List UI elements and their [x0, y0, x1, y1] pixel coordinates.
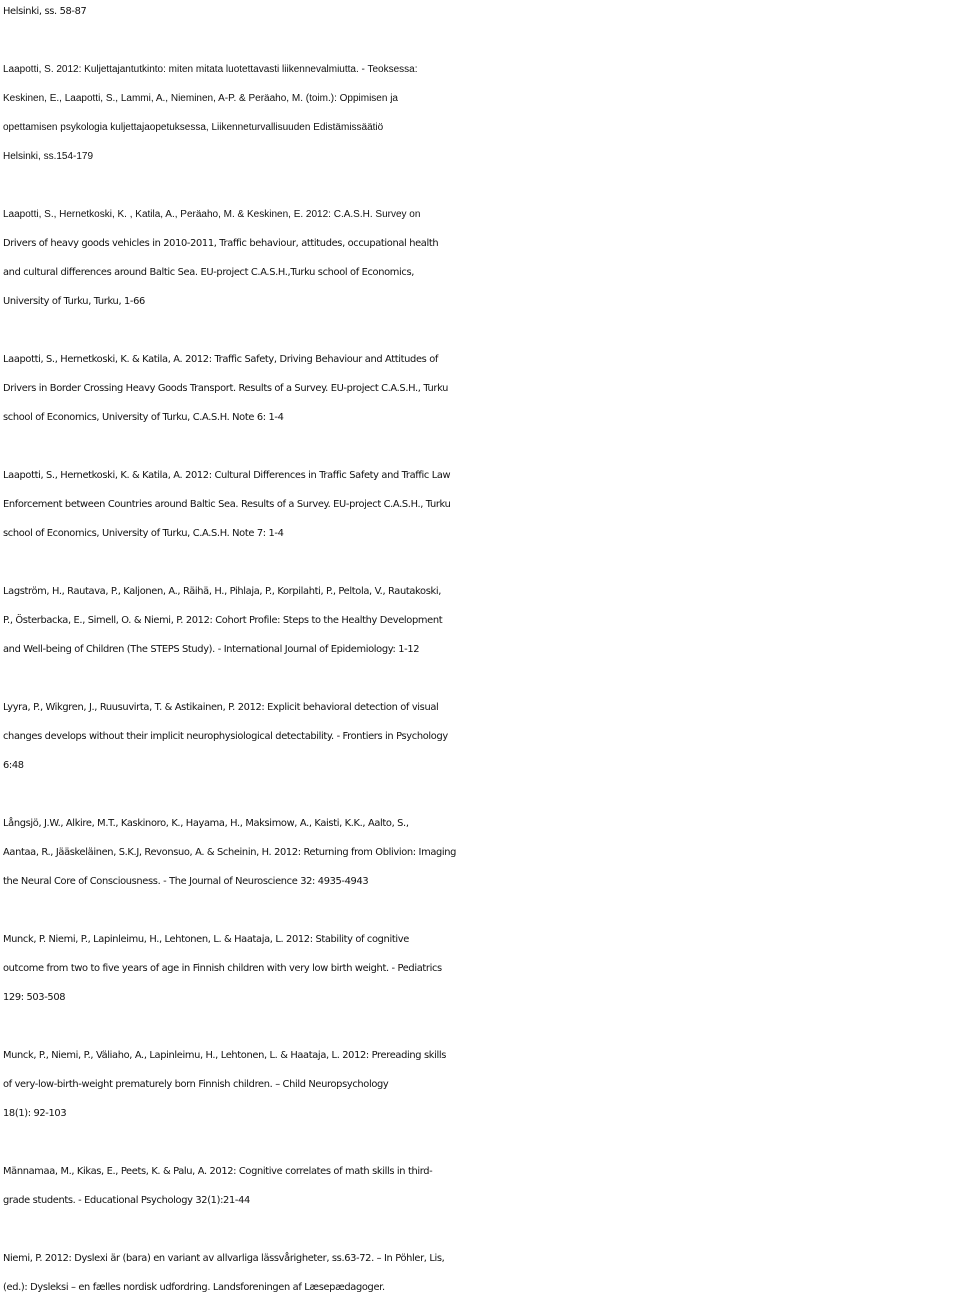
reference-line: and Well-being of Children (The STEPS Study). - International Journal of Epidemiology: 1-12 [3, 644, 420, 655]
reference-entry [3, 0, 957, 26]
entry-spacer [3, 664, 957, 693]
reference-line: University of Turku, Turku, 1-66 [3, 296, 145, 307]
reference-line: school of Economics, University of Turku, C.A.S.H. Note 7: 1-4 [3, 528, 284, 539]
reference-line: grade students. - Educational Psychology 32(1):21-44 [3, 1195, 250, 1206]
reference-entry [3, 461, 957, 548]
reference-line: Männamaa, M., Kikas, E., Peets, K. & Palu, A. 2012: Cognitive correlates of math skills in third- [3, 1166, 433, 1177]
reference-line: 18(1): 92-103 [3, 1108, 67, 1119]
reference-line: 6:48 [3, 760, 24, 771]
reference-line: Niemi, P. 2012: Dyslexi är (bara) en variant av allvarliga lässvårigheter, ss.63-72. – In Pöhler, Lis, [3, 1253, 445, 1264]
reference-entry [3, 1157, 957, 1215]
reference-line: outcome from two to five years of age in Finnish children with very low birth weight. - Pediatrics [3, 963, 442, 974]
reference-line: Munck, P. Niemi, P., Lapinleimu, H., Lehtonen, L. & Haataja, L. 2012: Stability of cognitive [3, 934, 409, 945]
reference-line: Lagström, H., Rautava, P., Kaljonen, A., Räihä, H., Pihlaja, P., Korpilahti, P., Peltola, V., Rautakoski, [3, 586, 442, 597]
reference-line: Laapotti, S., Hernetkoski, K. & Katila, A. 2012: Cultural Differences in Traffic Safety and Traffic Law [3, 470, 451, 481]
entry-spacer [3, 1128, 957, 1157]
reference-entry [3, 1041, 957, 1128]
entry-spacer [3, 26, 957, 55]
reference-entry [3, 693, 957, 780]
reference-line: (ed.): Dysleksi – en fælles nordisk udfordring. Landsforeningen af Læsepædagoger. [3, 1282, 385, 1293]
reference-line: Keskinen, E., Laapotti, S., Lammi, A., Nieminen, A-P. & Peräaho, M. (toim.): Oppimisen ja [3, 93, 398, 104]
reference-line: Laapotti, S., Hernetkoski, K. & Katila, A. 2012: Traffic Safety, Driving Behaviour and Attitudes of [3, 354, 438, 365]
reference-line: of very-low-birth-weight prematurely born Finnish children. – Child Neuropsychology [3, 1079, 389, 1090]
reference-line: opettamisen psykologia kuljettajaopetuksessa, Liikenneturvallisuuden Edistämissäätiö [3, 122, 384, 133]
reference-entry [3, 55, 957, 171]
reference-line: Aantaa, R., Jääskeläinen, S.K.J, Revonsuo, A. & Scheinin, H. 2012: Returning from Oblivion: Imaging [3, 847, 457, 858]
reference-line: Drivers in Border Crossing Heavy Goods Transport. Results of a Survey. EU-project C.A.S.H., Turku [3, 383, 449, 394]
reference-entry [3, 577, 957, 664]
reference-line: and cultural differences around Baltic Sea. EU-project C.A.S.H.,Turku school of Economics, [3, 267, 415, 278]
reference-line: the Neural Core of Consciousness. - The Journal of Neuroscience 32: 4935-4943 [3, 876, 369, 887]
entry-spacer [3, 171, 957, 200]
entry-spacer [3, 896, 957, 925]
reference-line: Drivers of heavy goods vehicles in 2010-2011, Traffic behaviour, attitudes, occupational health [3, 238, 439, 249]
reference-line: Enforcement between Countries around Baltic Sea. Results of a Survey. EU-project C.A.S.H., Turku [3, 499, 451, 510]
reference-line: Munck, P., Niemi, P., Väliaho, A., Lapinleimu, H., Lehtonen, L. & Haataja, L. 2012: Prereading skills [3, 1050, 447, 1061]
reference-list [3, 0, 957, 1302]
reference-line: Helsinki, ss.154-179 [3, 151, 94, 162]
entry-spacer [3, 432, 957, 461]
reference-line: Laapotti, S., Hernetkoski, K. , Katila, A., Peräaho, M. & Keskinen, E. 2012: C.A.S.H. Survey on [3, 209, 421, 220]
entry-spacer [3, 548, 957, 577]
reference-line: P., Österbacka, E., Simell, O. & Niemi, P. 2012: Cohort Profile: Steps to the Healthy Development [3, 615, 443, 626]
reference-entry [3, 1244, 957, 1302]
reference-entry [3, 345, 957, 432]
entry-spacer [3, 1012, 957, 1041]
reference-line: Långsjö, J.W., Alkire, M.T., Kaskinoro, K., Hayama, H., Maksimow, A., Kaisti, K.K., Aalto, S., [3, 818, 409, 829]
reference-entry [3, 809, 957, 896]
reference-entry [3, 925, 957, 1012]
reference-line: Laapotti, S. 2012: Kuljettajantutkinto: miten mitata luotettavasti liikennevalmiutta. - Teoksessa: [3, 64, 418, 75]
entry-spacer [3, 316, 957, 345]
reference-line: 129: 503-508 [3, 992, 66, 1003]
reference-line: changes develops without their implicit neurophysiological detectability. - Frontiers in Psychology [3, 731, 448, 742]
entry-spacer [3, 780, 957, 809]
entry-spacer [3, 1215, 957, 1244]
reference-entry [3, 200, 957, 316]
reference-line: Helsinki, ss. 58-87 [3, 6, 87, 17]
reference-line: Lyyra, P., Wikgren, J., Ruusuvirta, T. & Astikainen, P. 2012: Explicit behavioral detection of visual [3, 702, 439, 713]
reference-line: school of Economics, University of Turku, C.A.S.H. Note 6: 1-4 [3, 412, 284, 423]
